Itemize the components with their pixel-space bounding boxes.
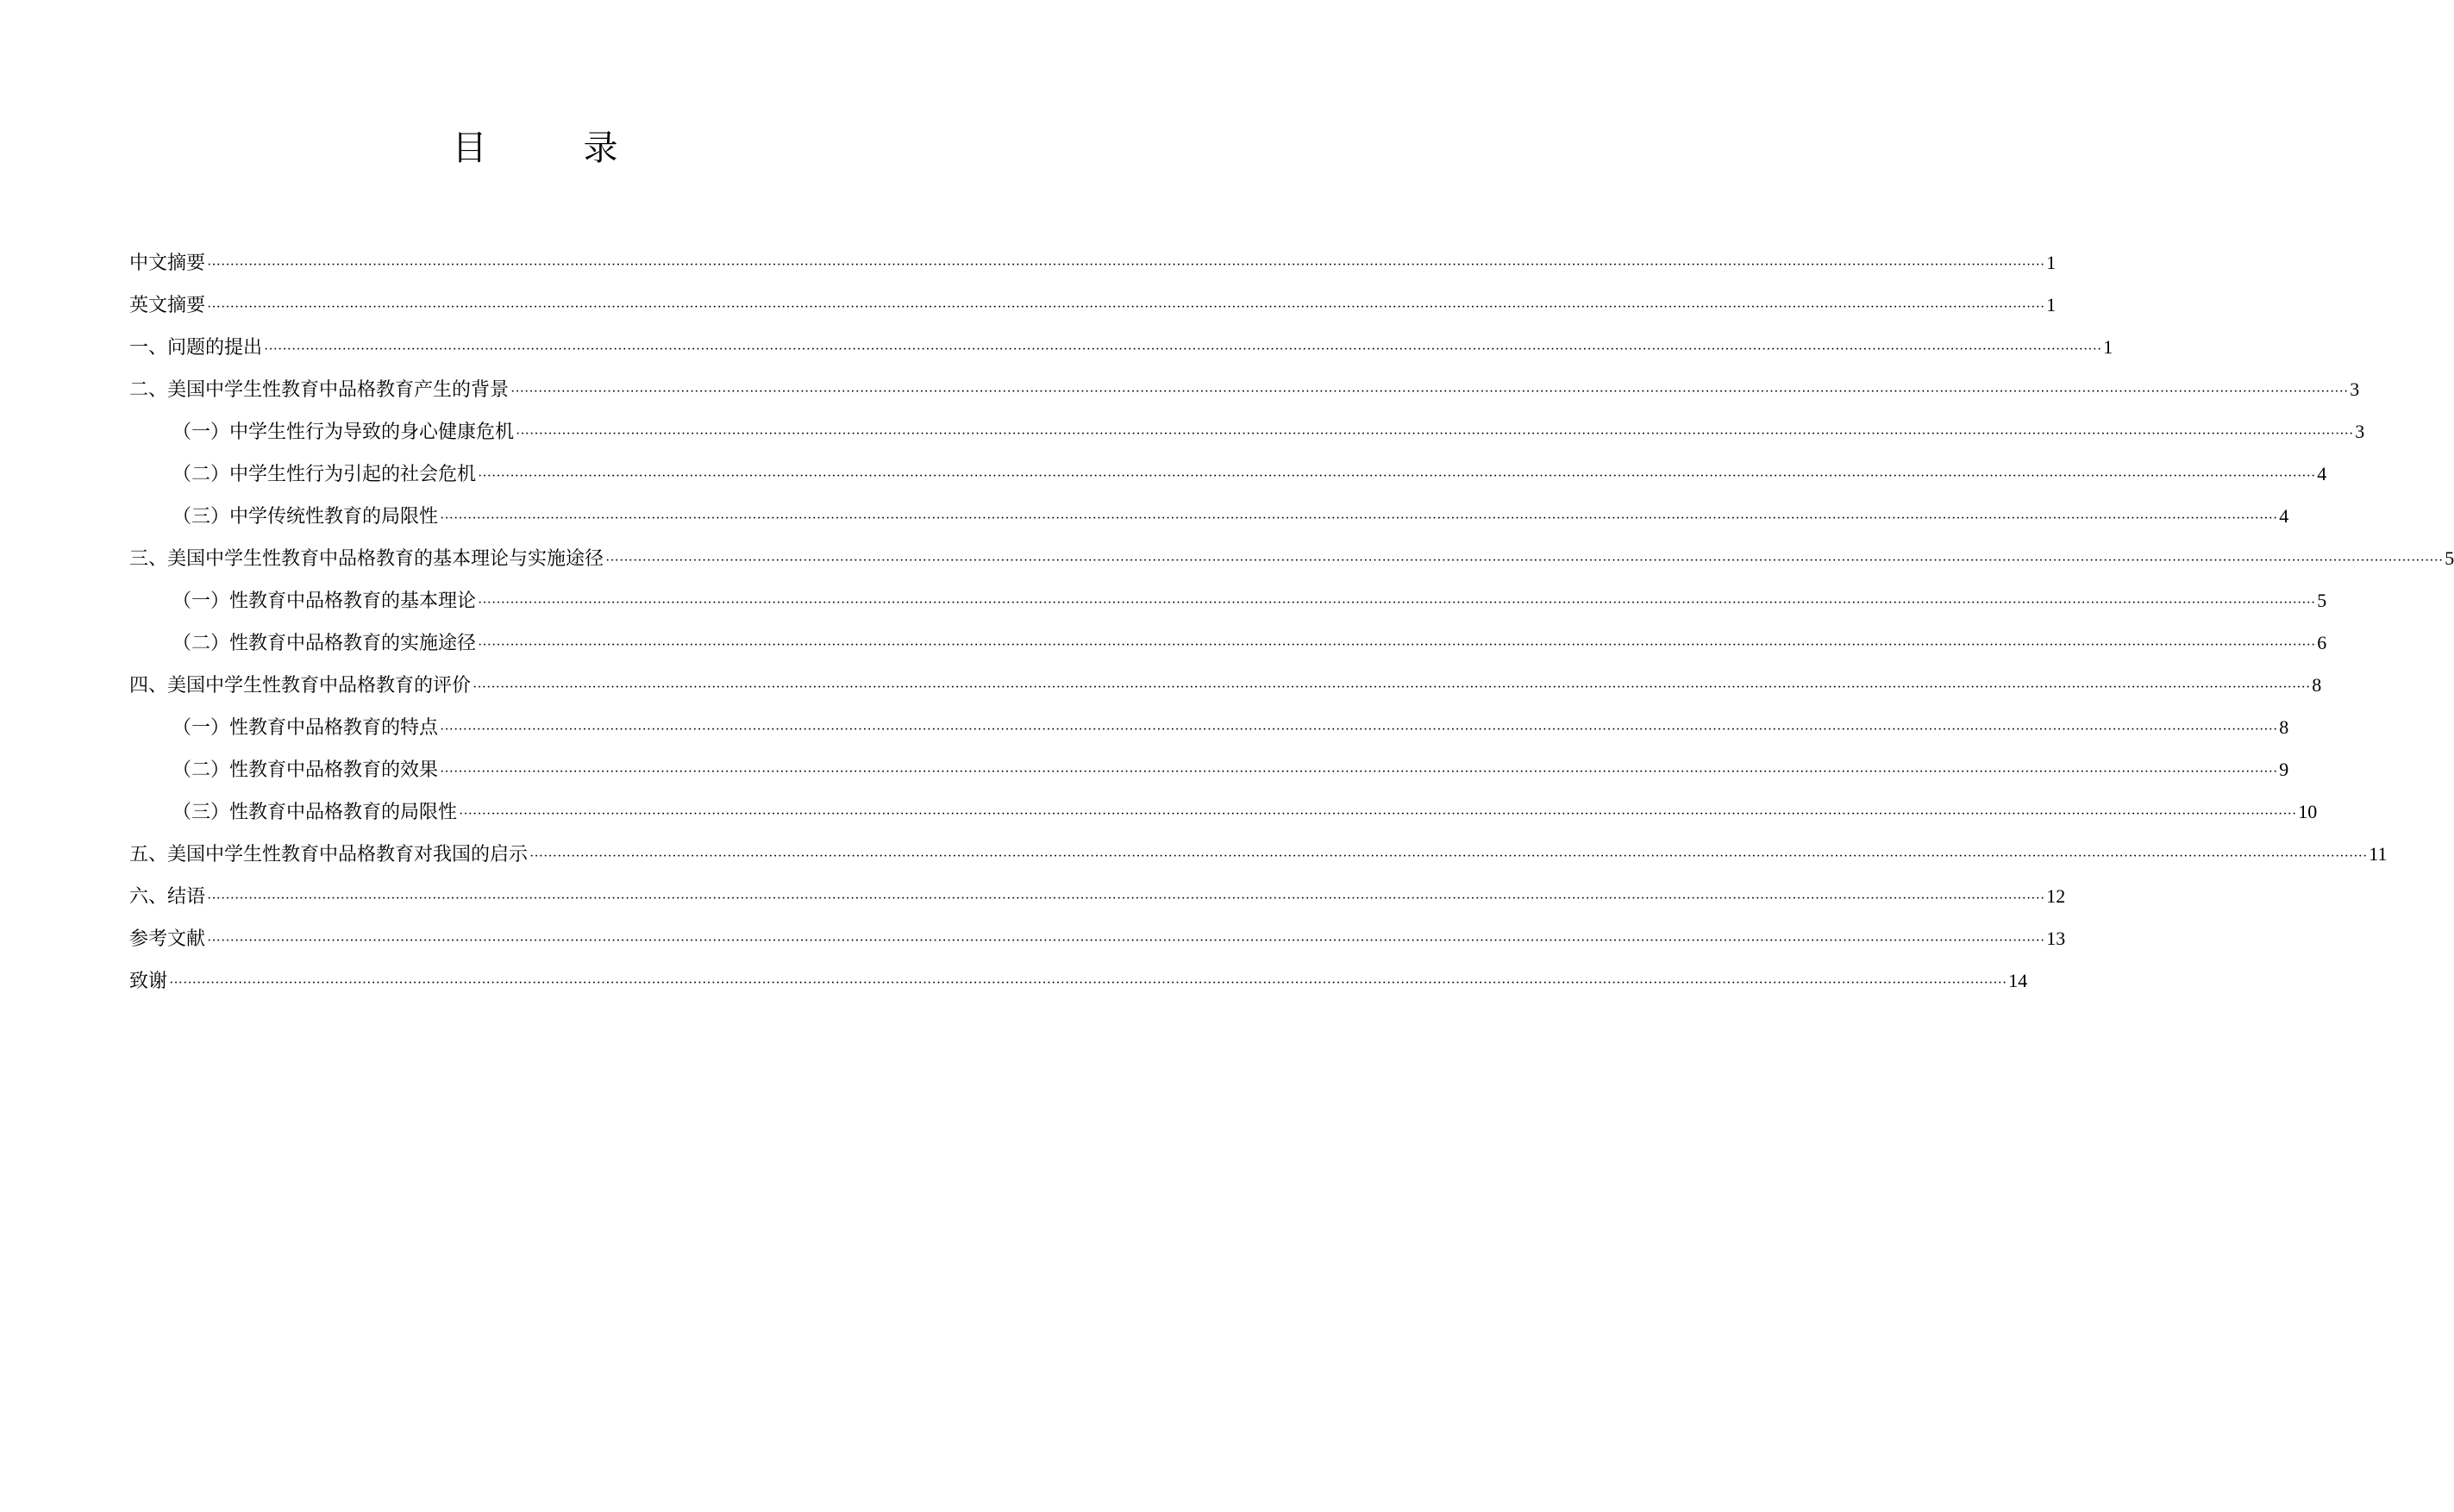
toc-entry[interactable] bbox=[129, 664, 2322, 706]
toc-entry-label: 英文摘要 bbox=[129, 295, 206, 316]
toc-entry-page-number: 4 bbox=[2317, 463, 2327, 484]
toc-dot-leader: ················································································································································································································································································································································································································ bbox=[440, 511, 2278, 526]
toc-dot-leader: ················································································································································································································································································································································································································ bbox=[169, 976, 2007, 990]
toc-dot-leader: ················································································································································································································································································································································································································ bbox=[478, 638, 2316, 653]
toc-entry[interactable] bbox=[129, 917, 2066, 959]
toc-entry-label: （一）中学生性行为导致的身心健康危机 bbox=[172, 422, 515, 443]
toc-entry-label: （三）性教育中品格教育的局限性 bbox=[172, 802, 458, 823]
toc-entry-page-number: 4 bbox=[2279, 505, 2289, 527]
toc-entry[interactable] bbox=[129, 241, 2056, 284]
toc-entry-page-number: 1 bbox=[2046, 294, 2056, 316]
toc-entry-label: （二）中学生性行为引起的社会危机 bbox=[172, 464, 477, 485]
toc-entry-page-number: 1 bbox=[2046, 252, 2056, 273]
toc-dot-leader: ················································································································································································································································································································································································································ bbox=[529, 849, 2368, 864]
toc-dot-leader: ················································································································································································································································································································································································································ bbox=[605, 553, 2444, 568]
toc-entry[interactable] bbox=[129, 706, 2289, 748]
toc-entry[interactable] bbox=[129, 284, 2056, 326]
toc-entry-page-number: 5 bbox=[2317, 590, 2327, 611]
toc-entry-page-number: 3 bbox=[2350, 378, 2360, 400]
toc-entry-label: 致谢 bbox=[129, 971, 168, 992]
toc-entry-label: 参考文献 bbox=[129, 928, 206, 950]
toc-dot-leader: ················································································································································································································································································································································································································ bbox=[440, 765, 2278, 779]
toc-entry-page-number: 8 bbox=[2279, 716, 2289, 738]
toc-entry-page-number: 6 bbox=[2317, 632, 2327, 653]
toc-entry-label: （二）性教育中品格教育的效果 bbox=[172, 759, 439, 781]
toc-list bbox=[129, 241, 2454, 1002]
toc-dot-leader: ················································································································································································································································································································································································································ bbox=[473, 680, 2311, 695]
toc-dot-leader: ················································································································································································································································································································································································································ bbox=[440, 722, 2278, 737]
toc-entry-page-number: 12 bbox=[2046, 885, 2066, 907]
toc-entry[interactable] bbox=[129, 875, 2066, 917]
toc-entry[interactable] bbox=[129, 622, 2327, 664]
toc-entry[interactable] bbox=[129, 495, 2289, 537]
toc-entry[interactable] bbox=[129, 748, 2289, 790]
toc-entry-page-number: 3 bbox=[2355, 421, 2365, 442]
toc-dot-leader: ················································································································································································································································································································································································································ bbox=[510, 384, 2349, 399]
toc-entry[interactable] bbox=[129, 368, 2360, 410]
toc-dot-leader: ················································································································································································································································································································································································································ bbox=[207, 258, 2045, 272]
toc-entry[interactable] bbox=[129, 790, 2318, 833]
toc-entry-page-number: 8 bbox=[2312, 674, 2322, 696]
toc-entry-page-number: 14 bbox=[2008, 970, 2028, 991]
toc-dot-leader: ················································································································································································································································································································································································································ bbox=[207, 300, 2045, 315]
toc-dot-leader: ················································································································································································································································································································································································································ bbox=[478, 469, 2316, 484]
toc-entry-label: 中文摘要 bbox=[129, 253, 206, 274]
toc-dot-leader: ················································································································································································································································································································································································································ bbox=[207, 891, 2045, 906]
toc-entry-label: 一、问题的提出 bbox=[129, 337, 263, 359]
toc-entry-label: 四、美国中学生性教育中品格教育的评价 bbox=[129, 675, 472, 697]
toc-dot-leader: ················································································································································································································································································································································································································ bbox=[516, 427, 2354, 441]
toc-entry-label: 五、美国中学生性教育中品格教育对我国的启示 bbox=[129, 844, 529, 865]
toc-entry-label: （三）中学传统性教育的局限性 bbox=[172, 506, 439, 528]
toc-dot-leader: ················································································································································································································································································································································································································ bbox=[478, 596, 2316, 610]
toc-dot-leader: ················································································································································································································································································································································································································ bbox=[264, 342, 2102, 357]
toc-entry-label: （二）性教育中品格教育的实施途径 bbox=[172, 633, 477, 654]
toc-entry[interactable] bbox=[129, 833, 2388, 875]
toc-entry[interactable] bbox=[129, 326, 2113, 368]
toc-entry[interactable] bbox=[129, 537, 2454, 579]
toc-entry-page-number: 11 bbox=[2369, 843, 2388, 865]
toc-entry-label: 二、美国中学生性教育中品格教育产生的背景 bbox=[129, 379, 510, 401]
toc-entry-page-number: 5 bbox=[2445, 547, 2454, 569]
toc-entry[interactable] bbox=[129, 579, 2327, 622]
toc-entry-page-number: 13 bbox=[2046, 928, 2066, 949]
toc-entry[interactable] bbox=[129, 453, 2327, 495]
toc-entry[interactable] bbox=[129, 410, 2365, 453]
toc-entry-page-number: 1 bbox=[2103, 336, 2113, 358]
toc-dot-leader: ················································································································································································································································································································································································································ bbox=[207, 934, 2045, 948]
toc-entry-label: （一）性教育中品格教育的基本理论 bbox=[172, 590, 477, 612]
toc-entry[interactable] bbox=[129, 959, 2028, 1002]
toc-entry-page-number: 10 bbox=[2298, 801, 2318, 822]
toc-entry-page-number: 9 bbox=[2279, 759, 2289, 780]
toc-entry-label: 三、美国中学生性教育中品格教育的基本理论与实施途径 bbox=[129, 548, 604, 570]
toc-dot-leader: ················································································································································································································································································································································································································ bbox=[459, 807, 2297, 822]
toc-entry-label: 六、结语 bbox=[129, 886, 206, 908]
toc-entry-label: （一）性教育中品格教育的特点 bbox=[172, 717, 439, 739]
toc-title: 目 录 bbox=[452, 128, 649, 168]
